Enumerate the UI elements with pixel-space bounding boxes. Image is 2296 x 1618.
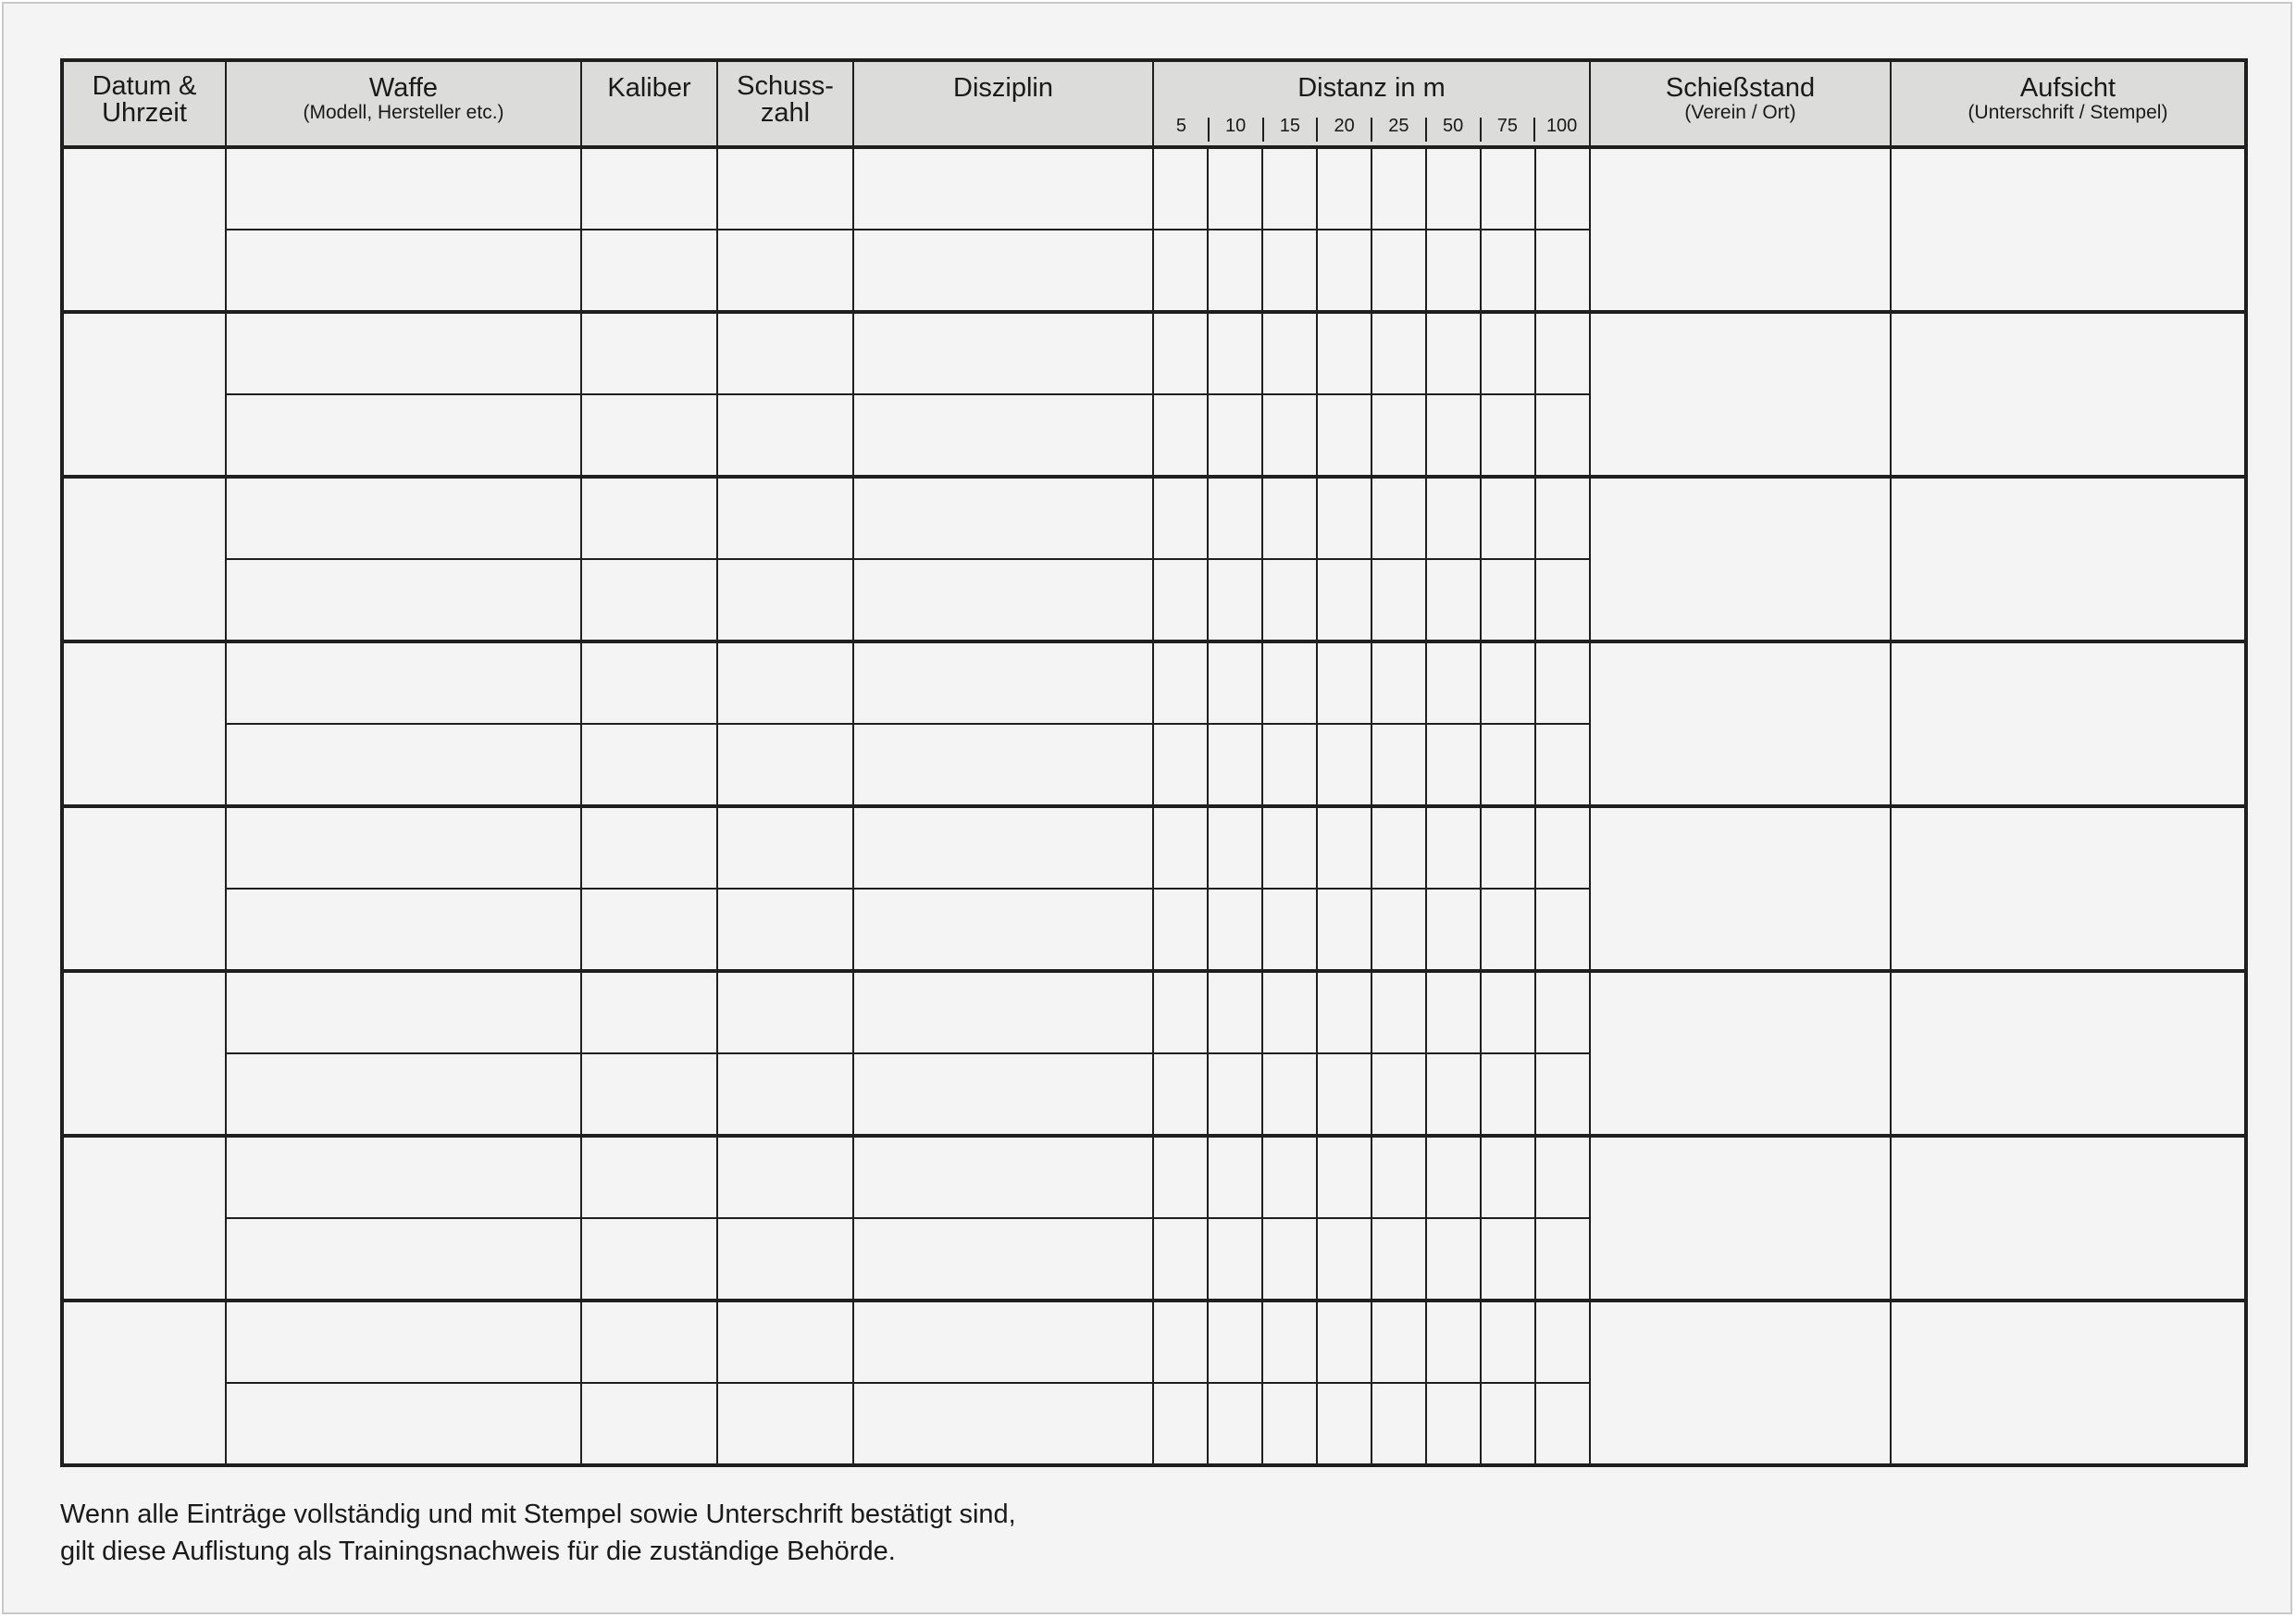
distanz-cell[interactable] <box>1535 1218 1590 1301</box>
distanz-cell[interactable] <box>1208 1136 1262 1218</box>
distanz-cell[interactable] <box>1535 477 1590 559</box>
disziplin-cell[interactable] <box>853 641 1153 724</box>
distanz-cell[interactable] <box>1262 806 1317 889</box>
distance-5: 5 <box>1175 116 1186 136</box>
distanz-cell[interactable] <box>1481 559 1535 641</box>
distanz-cell[interactable] <box>1426 147 1481 230</box>
schusszahl-cell[interactable] <box>717 889 853 971</box>
distanz-cell[interactable] <box>1262 1301 1317 1383</box>
kaliber-cell[interactable] <box>581 806 717 889</box>
schusszahl-cell[interactable] <box>717 559 853 641</box>
distanz-cell[interactable] <box>1535 889 1590 971</box>
kaliber-cell[interactable] <box>581 230 717 312</box>
distanz-cell[interactable] <box>1481 147 1535 230</box>
schusszahl-cell[interactable] <box>717 230 853 312</box>
header-waffe-subtitle: (Modell, Hersteller etc.) <box>303 102 504 123</box>
datum-cell[interactable] <box>62 1301 226 1465</box>
footer-line-1: Wenn alle Einträge vollständig und mit Stempel sowie Unterschrift bestätigt sind, <box>60 1500 1016 1529</box>
log-entries <box>62 147 2246 1465</box>
aufsicht-cell[interactable] <box>1891 147 2246 312</box>
distanz-cell[interactable] <box>1317 559 1371 641</box>
distanz-cell[interactable] <box>1262 394 1317 477</box>
header-disziplin <box>853 60 1153 147</box>
schiessstand-cell[interactable] <box>1590 806 1891 971</box>
aufsicht-cell[interactable] <box>1891 1136 2246 1301</box>
distanz-cell[interactable] <box>1317 1218 1371 1301</box>
waffe-cell[interactable] <box>226 1136 581 1218</box>
header-aufsicht-subtitle: (Unterschrift / Stempel) <box>1967 102 2168 123</box>
waffe-cell[interactable] <box>226 1053 581 1136</box>
waffe-cell[interactable] <box>226 477 581 559</box>
header-kaliber-title: Kaliber <box>607 73 691 103</box>
disziplin-cell[interactable] <box>853 1053 1153 1136</box>
distanz-cell[interactable] <box>1371 806 1426 889</box>
kaliber-cell[interactable] <box>581 147 717 230</box>
kaliber-cell[interactable] <box>581 559 717 641</box>
datum-cell[interactable] <box>62 477 226 641</box>
distanz-cell[interactable] <box>1481 641 1535 724</box>
header-schiessstand-title: Schießstand <box>1665 73 1816 103</box>
distanz-cell[interactable] <box>1371 230 1426 312</box>
distanz-cell[interactable] <box>1481 1136 1535 1218</box>
distanz-cell[interactable] <box>1426 1053 1481 1136</box>
distanz-cell[interactable] <box>1153 1218 1208 1301</box>
distanz-cell[interactable] <box>1262 889 1317 971</box>
distance-75: 75 <box>1481 114 1535 140</box>
kaliber-cell[interactable] <box>581 1218 717 1301</box>
kaliber-cell[interactable] <box>581 971 717 1053</box>
distanz-cell[interactable] <box>1262 641 1317 724</box>
disziplin-cell[interactable] <box>853 147 1153 230</box>
distanz-cell[interactable] <box>1535 394 1590 477</box>
header-waffe-title: Waffe <box>368 73 439 103</box>
distanz-cell[interactable] <box>1317 641 1371 724</box>
distanz-cell[interactable] <box>1153 724 1208 806</box>
datum-cell[interactable] <box>62 1136 226 1301</box>
datum-cell[interactable] <box>62 641 226 806</box>
waffe-cell[interactable] <box>226 641 581 724</box>
header-aufsicht <box>1891 60 2246 147</box>
distance-15: 15 <box>1263 114 1318 140</box>
header-waffe <box>226 60 581 147</box>
distanz-cell[interactable] <box>1208 641 1262 724</box>
distanz-cell[interactable] <box>1153 559 1208 641</box>
disziplin-cell[interactable] <box>853 477 1153 559</box>
distanz-cell[interactable] <box>1153 641 1208 724</box>
distanz-cell[interactable] <box>1535 806 1590 889</box>
kaliber-cell[interactable] <box>581 1136 717 1218</box>
disziplin-cell[interactable] <box>853 1383 1153 1465</box>
distanz-cell[interactable] <box>1426 971 1481 1053</box>
distanz-cell[interactable] <box>1262 147 1317 230</box>
distanz-cell[interactable] <box>1262 1136 1317 1218</box>
distanz-cell[interactable] <box>1535 971 1590 1053</box>
distanz-cell[interactable] <box>1153 889 1208 971</box>
distance-10: 10 <box>1209 114 1263 140</box>
distanz-cell[interactable] <box>1426 559 1481 641</box>
schusszahl-cell[interactable] <box>717 806 853 889</box>
distanz-cell[interactable] <box>1426 806 1481 889</box>
schusszahl-cell[interactable] <box>717 1218 853 1301</box>
disziplin-cell[interactable] <box>853 806 1153 889</box>
distanz-cell[interactable] <box>1208 1218 1262 1301</box>
distanz-cell[interactable] <box>1208 477 1262 559</box>
distanz-cell[interactable] <box>1371 559 1426 641</box>
table-row <box>62 641 2246 724</box>
distanz-cell[interactable] <box>1426 312 1481 394</box>
distanz-cell[interactable] <box>1153 230 1208 312</box>
disziplin-cell[interactable] <box>853 394 1153 477</box>
distanz-cell[interactable] <box>1371 971 1426 1053</box>
distanz-cell[interactable] <box>1481 477 1535 559</box>
header-datum-line2: Uhrzeit <box>102 98 187 128</box>
aufsicht-cell[interactable] <box>1891 641 2246 806</box>
waffe-cell[interactable] <box>226 889 581 971</box>
disziplin-cell[interactable] <box>853 559 1153 641</box>
schiessstand-cell[interactable] <box>1590 1136 1891 1301</box>
distanz-cell[interactable] <box>1153 477 1208 559</box>
disziplin-cell[interactable] <box>853 1301 1153 1383</box>
distanz-cell[interactable] <box>1371 1218 1426 1301</box>
distanz-cell[interactable] <box>1208 147 1262 230</box>
distanz-cell[interactable] <box>1317 1136 1371 1218</box>
datum-cell[interactable] <box>62 971 226 1136</box>
distanz-cell[interactable] <box>1317 971 1371 1053</box>
distanz-cell[interactable] <box>1535 724 1590 806</box>
distanz-cell[interactable] <box>1208 971 1262 1053</box>
distanz-cell[interactable] <box>1426 1218 1481 1301</box>
distance-50: 50 <box>1426 114 1481 140</box>
distanz-cell[interactable] <box>1535 559 1590 641</box>
table-row <box>62 1301 2246 1383</box>
disziplin-cell[interactable] <box>853 1136 1153 1218</box>
waffe-cell[interactable] <box>226 230 581 312</box>
header-aufsicht-title: Aufsicht <box>2019 73 2116 103</box>
distanz-cell[interactable] <box>1535 641 1590 724</box>
distanz-cell[interactable] <box>1208 806 1262 889</box>
table-row <box>62 477 2246 559</box>
distanz-cell[interactable] <box>1481 230 1535 312</box>
distanz-cell[interactable] <box>1153 147 1208 230</box>
distanz-cell[interactable] <box>1481 971 1535 1053</box>
disziplin-cell[interactable] <box>853 889 1153 971</box>
schusszahl-cell[interactable] <box>717 147 853 230</box>
distance-20: 20 <box>1317 114 1371 140</box>
kaliber-cell[interactable] <box>581 641 717 724</box>
waffe-cell[interactable] <box>226 394 581 477</box>
distanz-cell[interactable] <box>1208 559 1262 641</box>
training-log-table <box>60 58 2248 1467</box>
header-schusszahl-line2: zahl <box>760 98 811 128</box>
header-distanz <box>1153 60 1590 147</box>
table-row <box>62 1136 2246 1218</box>
table-row <box>62 312 2246 394</box>
distanz-cell[interactable] <box>1262 477 1317 559</box>
distanz-cell[interactable] <box>1208 312 1262 394</box>
header-row <box>62 60 2246 147</box>
table-row <box>62 147 2246 230</box>
schusszahl-cell[interactable] <box>717 1053 853 1136</box>
distanz-cell[interactable] <box>1262 230 1317 312</box>
schiessstand-cell[interactable] <box>1590 477 1891 641</box>
waffe-cell[interactable] <box>226 1383 581 1465</box>
distanz-cell[interactable] <box>1481 724 1535 806</box>
distanz-cell[interactable] <box>1426 889 1481 971</box>
distanz-cell[interactable] <box>1426 477 1481 559</box>
waffe-cell[interactable] <box>226 559 581 641</box>
distanz-cell[interactable] <box>1426 1301 1481 1383</box>
distanz-cell[interactable] <box>1208 724 1262 806</box>
distanz-cell[interactable] <box>1535 1301 1590 1383</box>
distanz-cell[interactable] <box>1153 1301 1208 1383</box>
distanz-cell[interactable] <box>1371 724 1426 806</box>
distanz-cell[interactable] <box>1426 230 1481 312</box>
distanz-cell[interactable] <box>1371 394 1426 477</box>
distanz-cell[interactable] <box>1481 1301 1535 1383</box>
distanz-cell[interactable] <box>1371 477 1426 559</box>
distanz-cell[interactable] <box>1481 394 1535 477</box>
footer-note <box>60 1496 1016 1570</box>
waffe-cell[interactable] <box>226 1301 581 1383</box>
datum-cell[interactable] <box>62 312 226 477</box>
disziplin-cell[interactable] <box>853 312 1153 394</box>
schusszahl-cell[interactable] <box>717 1383 853 1465</box>
header-schusszahl-line1: Schuss- <box>737 71 834 101</box>
aufsicht-cell[interactable] <box>1891 1301 2246 1465</box>
distanz-cell[interactable] <box>1262 971 1317 1053</box>
distanz-cell[interactable] <box>1481 889 1535 971</box>
schusszahl-cell[interactable] <box>717 312 853 394</box>
distanz-cell[interactable] <box>1317 806 1371 889</box>
distanz-cell[interactable] <box>1262 724 1317 806</box>
schiessstand-cell[interactable] <box>1590 641 1891 806</box>
kaliber-cell[interactable] <box>581 394 717 477</box>
distanz-cell[interactable] <box>1371 641 1426 724</box>
kaliber-cell[interactable] <box>581 312 717 394</box>
schusszahl-cell[interactable] <box>717 394 853 477</box>
distanz-cell[interactable] <box>1317 1053 1371 1136</box>
footer-line-2: gilt diese Auflistung als Trainingsnachweis für die zuständige Behörde. <box>60 1537 896 1566</box>
schusszahl-cell[interactable] <box>717 971 853 1053</box>
distanz-cell[interactable] <box>1481 1383 1535 1465</box>
schiessstand-cell[interactable] <box>1590 971 1891 1136</box>
table-row <box>62 971 2246 1053</box>
header-distanz-title: Distanz in m <box>1297 73 1446 103</box>
distanz-cell[interactable] <box>1208 1053 1262 1136</box>
distanz-cell[interactable] <box>1262 312 1317 394</box>
distanz-cell[interactable] <box>1371 1383 1426 1465</box>
distanz-cell[interactable] <box>1153 971 1208 1053</box>
kaliber-cell[interactable] <box>581 1053 717 1136</box>
distanz-cell[interactable] <box>1208 394 1262 477</box>
distanz-cell[interactable] <box>1208 230 1262 312</box>
kaliber-cell[interactable] <box>581 889 717 971</box>
distanz-cell[interactable] <box>1426 394 1481 477</box>
aufsicht-cell[interactable] <box>1891 312 2246 477</box>
waffe-cell[interactable] <box>226 147 581 230</box>
distanz-cell[interactable] <box>1426 641 1481 724</box>
disziplin-cell[interactable] <box>853 230 1153 312</box>
distanz-cell[interactable] <box>1481 312 1535 394</box>
kaliber-cell[interactable] <box>581 1383 717 1465</box>
distanz-cell[interactable] <box>1317 1301 1371 1383</box>
header-disziplin-title: Disziplin <box>953 73 1053 103</box>
distanz-cell[interactable] <box>1371 1136 1426 1218</box>
schusszahl-cell[interactable] <box>717 724 853 806</box>
header-schiessstand-subtitle: (Verein / Ort) <box>1684 102 1796 123</box>
distanz-cell[interactable] <box>1317 477 1371 559</box>
distance-25: 25 <box>1371 114 1426 140</box>
distanz-cell[interactable] <box>1317 147 1371 230</box>
distanz-cell[interactable] <box>1535 1383 1590 1465</box>
distance-scale <box>1154 114 1589 140</box>
header-schusszahl <box>717 60 853 147</box>
kaliber-cell[interactable] <box>581 477 717 559</box>
distanz-cell[interactable] <box>1317 889 1371 971</box>
distance-100: 100 <box>1534 114 1589 140</box>
header-datum <box>62 60 226 147</box>
distanz-cell[interactable] <box>1153 312 1208 394</box>
distanz-cell[interactable] <box>1426 724 1481 806</box>
schusszahl-cell[interactable] <box>717 641 853 724</box>
distanz-cell[interactable] <box>1371 312 1426 394</box>
distanz-cell[interactable] <box>1535 1053 1590 1136</box>
waffe-cell[interactable] <box>226 971 581 1053</box>
distanz-cell[interactable] <box>1153 806 1208 889</box>
distanz-cell[interactable] <box>1153 1053 1208 1136</box>
waffe-cell[interactable] <box>226 312 581 394</box>
schiessstand-cell[interactable] <box>1590 1301 1891 1465</box>
distanz-cell[interactable] <box>1317 1383 1371 1465</box>
waffe-cell[interactable] <box>226 1218 581 1301</box>
header-datum-line1: Datum & <box>92 71 197 101</box>
distanz-cell[interactable] <box>1426 1136 1481 1218</box>
kaliber-cell[interactable] <box>581 724 717 806</box>
distanz-cell[interactable] <box>1153 1136 1208 1218</box>
schusszahl-cell[interactable] <box>717 1136 853 1218</box>
datum-cell[interactable] <box>62 806 226 971</box>
disziplin-cell[interactable] <box>853 1218 1153 1301</box>
distanz-cell[interactable] <box>1426 1383 1481 1465</box>
aufsicht-cell[interactable] <box>1891 477 2246 641</box>
distanz-cell[interactable] <box>1535 230 1590 312</box>
waffe-cell[interactable] <box>226 724 581 806</box>
training-log-sheet <box>2 2 2292 1614</box>
distanz-cell[interactable] <box>1371 1301 1426 1383</box>
distanz-cell[interactable] <box>1153 394 1208 477</box>
schusszahl-cell[interactable] <box>717 1301 853 1383</box>
schiessstand-cell[interactable] <box>1590 147 1891 312</box>
datum-cell[interactable] <box>62 147 226 312</box>
distanz-cell[interactable] <box>1208 889 1262 971</box>
distanz-cell[interactable] <box>1481 806 1535 889</box>
distanz-cell[interactable] <box>1481 1218 1535 1301</box>
distanz-cell[interactable] <box>1262 1053 1317 1136</box>
distanz-cell[interactable] <box>1317 230 1371 312</box>
distanz-cell[interactable] <box>1371 147 1426 230</box>
distanz-cell[interactable] <box>1371 1053 1426 1136</box>
distanz-cell[interactable] <box>1371 889 1426 971</box>
distanz-cell[interactable] <box>1208 1383 1262 1465</box>
distanz-cell[interactable] <box>1317 724 1371 806</box>
distanz-cell[interactable] <box>1208 1301 1262 1383</box>
distanz-cell[interactable] <box>1262 1383 1317 1465</box>
schusszahl-cell[interactable] <box>717 477 853 559</box>
waffe-cell[interactable] <box>226 806 581 889</box>
distanz-cell[interactable] <box>1317 394 1371 477</box>
table-row <box>62 806 2246 889</box>
kaliber-cell[interactable] <box>581 1301 717 1383</box>
schiessstand-cell[interactable] <box>1590 312 1891 477</box>
aufsicht-cell[interactable] <box>1891 971 2246 1136</box>
distanz-cell[interactable] <box>1535 147 1590 230</box>
distanz-cell[interactable] <box>1262 559 1317 641</box>
disziplin-cell[interactable] <box>853 724 1153 806</box>
distanz-cell[interactable] <box>1535 1136 1590 1218</box>
distanz-cell[interactable] <box>1535 312 1590 394</box>
distanz-cell[interactable] <box>1481 1053 1535 1136</box>
header-kaliber <box>581 60 717 147</box>
header-schiessstand <box>1590 60 1891 147</box>
distanz-cell[interactable] <box>1153 1383 1208 1465</box>
distanz-cell[interactable] <box>1262 1218 1317 1301</box>
distanz-cell[interactable] <box>1317 312 1371 394</box>
aufsicht-cell[interactable] <box>1891 806 2246 971</box>
disziplin-cell[interactable] <box>853 971 1153 1053</box>
